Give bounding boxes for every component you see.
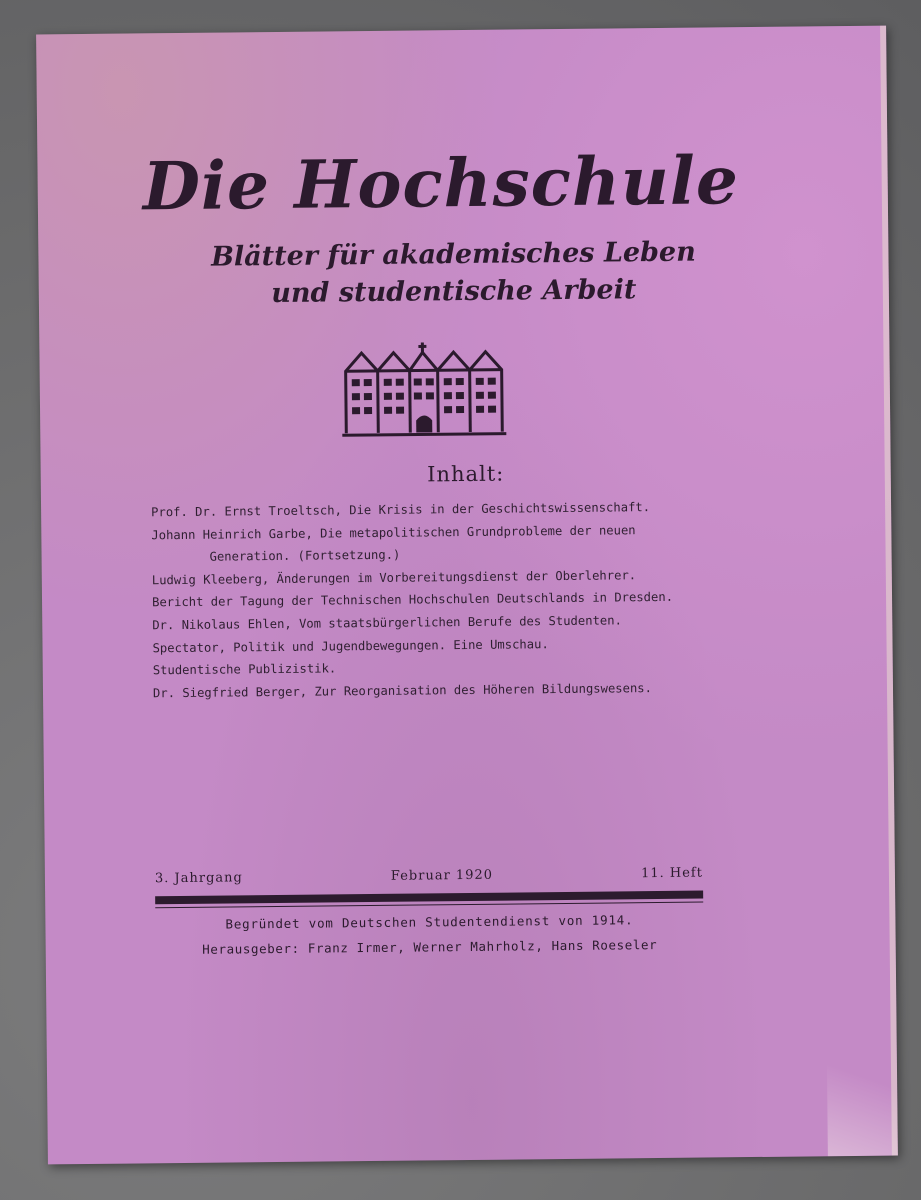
paper-crease	[826, 996, 898, 1157]
contents-entry: Ludwig Kleeberg, Änderungen im Vorbereitungsdienst der Oberlehrer.	[151, 568, 637, 588]
table-of-contents	[151, 495, 708, 704]
founded-note: Begründet vom Deutschen Studentendienst von 1914.	[225, 912, 634, 932]
contents-entry: Prof. Dr. Ernst Troeltsch, Die Krisis in der Geschichtswissenschaft.	[151, 500, 651, 520]
contents-entry: Spectator, Politik und Jugendbewegungen. Eine Umschau.	[152, 636, 549, 655]
issue-info-row	[155, 866, 703, 887]
magazine-cover	[36, 26, 898, 1165]
building-emblem-icon	[339, 340, 510, 442]
magazine-title: Die Hochschule	[142, 141, 740, 226]
editors-line: Herausgeber: Franz Irmer, Werner Mahrholz, Hans Roeseler	[202, 937, 658, 957]
contents-entry: Dr. Nikolaus Ehlen, Vom staatsbürgerlichen Berufe des Studenten.	[152, 613, 622, 633]
contents-entry: Johann Heinrich Garbe, Die metapolitischen Grundprobleme der neuen	[151, 522, 636, 542]
contents-entry-continuation: Generation. (Fortsetzung.)	[209, 547, 401, 564]
subtitle-line-2: und studentische Arbeit	[271, 274, 637, 310]
issue-number: 11. Heft	[640, 865, 703, 882]
magazine-subtitle	[143, 233, 764, 313]
contents-heading: Inhalt:	[427, 461, 505, 487]
contents-entry: Bericht der Tagung der Technischen Hochschulen Deutschlands in Dresden.	[151, 590, 674, 610]
contents-entry: Dr. Siegfried Berger, Zur Reorganisation des Höheren Bildungswesens.	[152, 680, 653, 701]
issue-date: Februar 1920	[390, 867, 494, 884]
volume-label: 3. Jahrgang	[154, 870, 243, 887]
contents-entry: Studentische Publizistik.	[152, 661, 337, 678]
subtitle-line-1: Blätter für akademisches Leben	[210, 236, 696, 273]
paper-edge	[880, 26, 898, 1156]
